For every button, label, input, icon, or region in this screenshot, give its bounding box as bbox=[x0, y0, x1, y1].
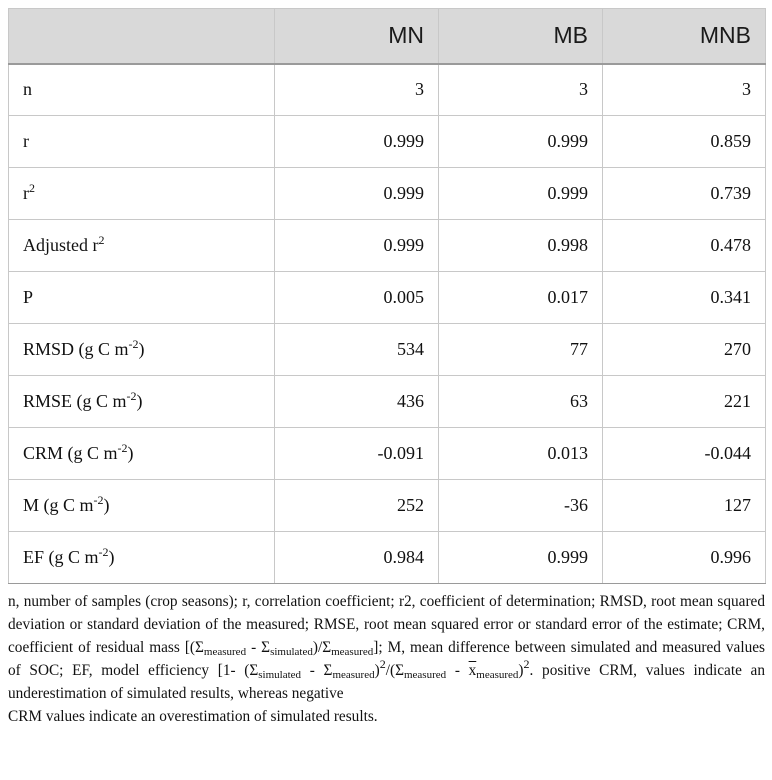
row-label: Adjusted $r^2$ bbox=[9, 220, 275, 272]
table-cell: 0.998 bbox=[439, 220, 603, 272]
table-cell: 0.999 bbox=[439, 168, 603, 220]
table-cell: 0.996 bbox=[603, 532, 766, 584]
table-row bbox=[9, 64, 766, 116]
table-row bbox=[9, 116, 766, 168]
table-cell: 0.739 bbox=[603, 168, 766, 220]
header-mn: MN bbox=[275, 9, 439, 64]
results-table bbox=[8, 8, 766, 584]
table-cell: -0.091 bbox=[275, 428, 439, 480]
header-empty bbox=[9, 9, 275, 64]
table-cell: 63 bbox=[439, 376, 603, 428]
table-cell: 0.999 bbox=[275, 168, 439, 220]
table-row bbox=[9, 168, 766, 220]
table-cell: 534 bbox=[275, 324, 439, 376]
table-row bbox=[9, 480, 766, 532]
table-row bbox=[9, 428, 766, 480]
table-cell: 0.341 bbox=[603, 272, 766, 324]
table-cell: 252 bbox=[275, 480, 439, 532]
table-row bbox=[9, 376, 766, 428]
row-label: RMSD (g C $m^{-2}$) bbox=[9, 324, 275, 376]
table-cell: 77 bbox=[439, 324, 603, 376]
table-cell: 0.999 bbox=[439, 116, 603, 168]
row-label: n bbox=[9, 64, 275, 116]
table-row bbox=[9, 324, 766, 376]
row-label: EF (g C $m^{-2}$) bbox=[9, 532, 275, 584]
header-mnb: MNB bbox=[603, 9, 766, 64]
row-label: RMSE (g C $m^{-2}$) bbox=[9, 376, 275, 428]
table-cell: 436 bbox=[275, 376, 439, 428]
table-cell: -36 bbox=[439, 480, 603, 532]
row-label: CRM (g C $m^{-2}$) bbox=[9, 428, 275, 480]
table-cell: 0.005 bbox=[275, 272, 439, 324]
table-row bbox=[9, 220, 766, 272]
footnote-last-line: CRM values indicate an overestimation of simulated results. bbox=[8, 708, 378, 725]
row-label: $r^2$ bbox=[9, 168, 275, 220]
header-mb: MB bbox=[439, 9, 603, 64]
table-cell: 0.999 bbox=[275, 116, 439, 168]
row-label: P bbox=[9, 272, 275, 324]
table-cell: 0.017 bbox=[439, 272, 603, 324]
row-label: r bbox=[9, 116, 275, 168]
table-row bbox=[9, 532, 766, 584]
table-cell: 3 bbox=[275, 64, 439, 116]
table-cell: 270 bbox=[603, 324, 766, 376]
row-label: M (g C $m^{-2}$) bbox=[9, 480, 275, 532]
table-header-row bbox=[9, 9, 766, 64]
table-cell: -0.044 bbox=[603, 428, 766, 480]
table-cell: 0.859 bbox=[603, 116, 766, 168]
table-cell: 3 bbox=[603, 64, 766, 116]
table-footnote bbox=[8, 590, 765, 728]
table-cell: 221 bbox=[603, 376, 766, 428]
table-cell: 3 bbox=[439, 64, 603, 116]
table-cell: 0.999 bbox=[275, 220, 439, 272]
table-cell: 0.999 bbox=[439, 532, 603, 584]
table-cell: 0.013 bbox=[439, 428, 603, 480]
footnote-paragraph: n, number of samples (crop seasons); r, correlation coefficient; r2, coefficient of determination; RMSD, root mean squared deviation or standard deviation of the measured; RMSE, root mean squared error or standard error of the estimate; CRM, coefficient of residual mass $[(\Sigma_{measured} - \Sigma_{simulated})/\Sigma_{measured}]$; M, mean difference between simulated and measured values of SOC; EF, model efficiency [1- $(\Sigma_{simulated} - \Sigma_{measured})^2/(\Sigma_{measured} - \overline{x}_{measured})^2$. positive CRM, values indicate an underestimation of simulated results, whereas negative bbox=[8, 593, 765, 702]
table-row bbox=[9, 272, 766, 324]
table-cell: 0.478 bbox=[603, 220, 766, 272]
table-cell: 0.984 bbox=[275, 532, 439, 584]
table-cell: 127 bbox=[603, 480, 766, 532]
